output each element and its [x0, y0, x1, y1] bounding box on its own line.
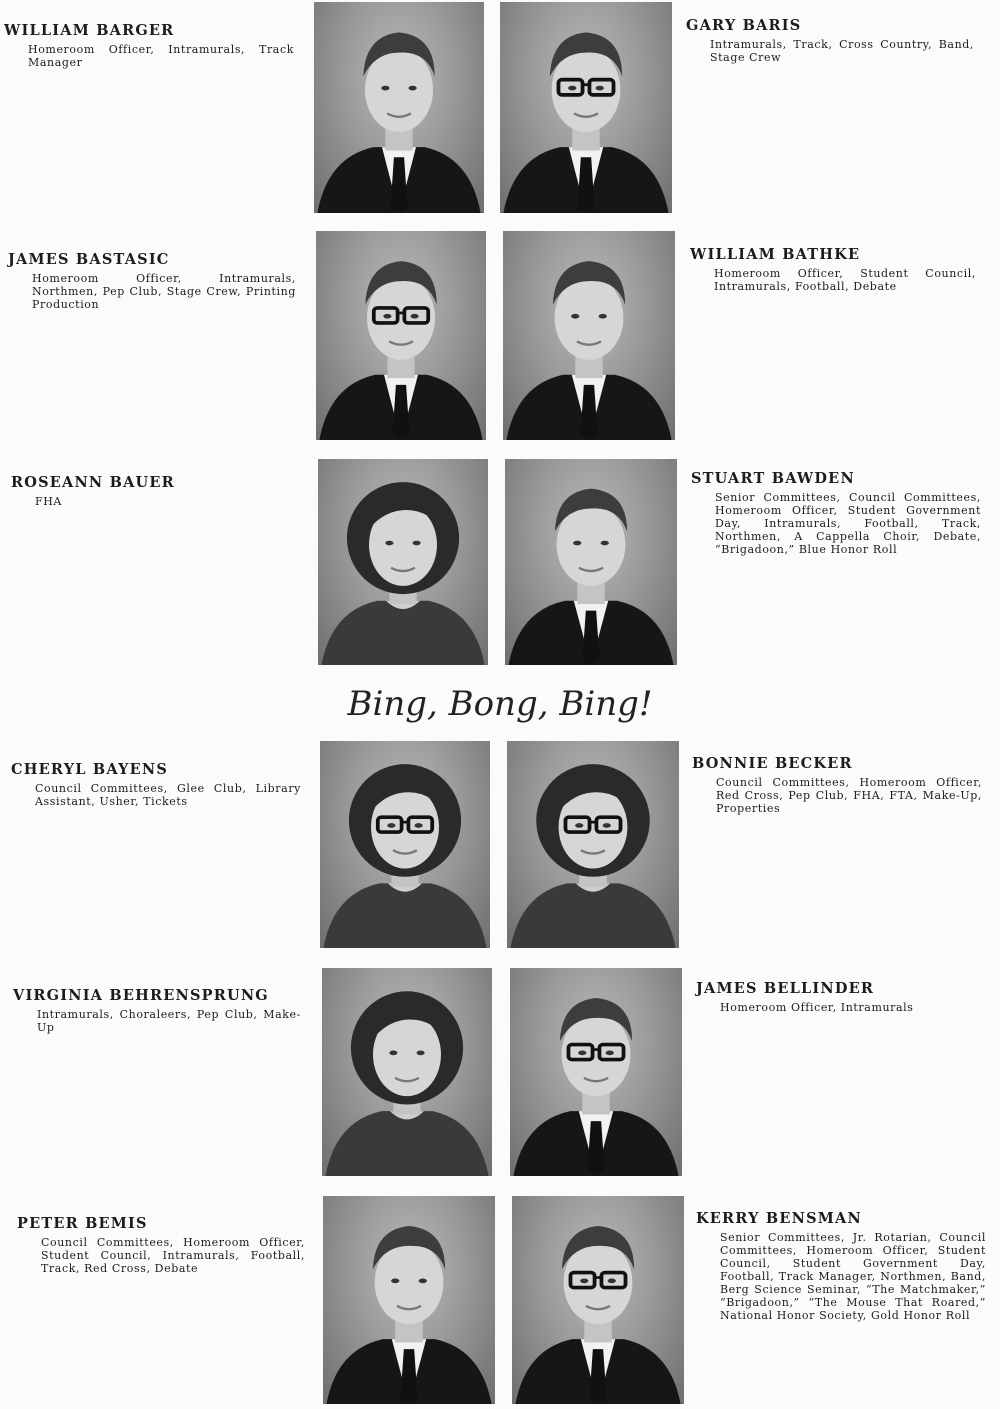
senior-entry-baris: [686, 17, 974, 64]
portrait-silhouette: [320, 741, 490, 948]
portrait-silhouette: [322, 968, 492, 1176]
portrait-photo-bauer: [318, 459, 488, 665]
portrait-silhouette: [318, 459, 488, 665]
senior-entry-bellinder: [696, 980, 986, 1014]
senior-activities: Intramurals, Track, Cross Country, Band, Stage Crew: [710, 38, 974, 64]
portrait-silhouette: [503, 231, 675, 440]
portrait-silhouette: [314, 2, 484, 213]
senior-activities: FHA: [35, 495, 62, 508]
portrait-photo-bellinder: [510, 968, 682, 1176]
senior-entry-bauer: [11, 474, 299, 508]
senior-name: WILLIAM BATHKE: [690, 246, 861, 263]
portrait-photo-barger: [314, 2, 484, 213]
portrait-silhouette: [500, 2, 672, 213]
portrait-photo-baris: [500, 2, 672, 213]
portrait-photo-bastasic: [316, 231, 486, 440]
senior-entry-bayens: [11, 761, 301, 808]
senior-activities: Intramurals, Choraleers, Pep Club, Make-Up: [37, 1008, 301, 1034]
senior-name: BONNIE BECKER: [692, 755, 853, 772]
senior-activities: Council Committees, Glee Club, Library Assistant, Usher, Tickets: [35, 782, 301, 808]
portrait-silhouette: [510, 968, 682, 1176]
senior-name: JAMES BELLINDER: [696, 980, 875, 997]
senior-name: GARY BARIS: [686, 17, 802, 34]
portrait-photo-bayens: [320, 741, 490, 948]
senior-entry-becker: [692, 755, 982, 815]
senior-entry-bastasic: [8, 251, 296, 311]
portrait-silhouette: [512, 1196, 684, 1404]
portrait-photo-becker: [507, 741, 679, 948]
senior-activities: Homeroom Officer, Intramurals, Track Manager: [28, 43, 294, 69]
senior-name: CHERYL BAYENS: [11, 761, 169, 778]
portrait-photo-behrensprung: [322, 968, 492, 1176]
senior-activities: Homeroom Officer, Intramurals: [720, 1001, 914, 1014]
senior-entry-bemis: [17, 1215, 305, 1275]
senior-activities: Homeroom Officer, Student Council, Intramurals, Football, Debate: [714, 267, 976, 293]
senior-activities: Homeroom Officer, Intramurals, Northmen, Pep Club, Stage Crew, Printing Production: [32, 272, 296, 311]
senior-activities: Council Committees, Homeroom Officer, Red Cross, Pep Club, FHA, FTA, Make-Up, Properties: [716, 776, 982, 815]
senior-name: WILLIAM BARGER: [4, 22, 175, 39]
portrait-photo-bathke: [503, 231, 675, 440]
senior-activities: Council Committees, Homeroom Officer, Student Council, Intramurals, Football, Track, Red Cross, Debate: [41, 1236, 305, 1275]
portrait-photo-bensman: [512, 1196, 684, 1404]
senior-entry-bathke: [690, 246, 976, 293]
page-headline: Bing, Bong, Bing!: [347, 684, 653, 724]
portrait-photo-bemis: [323, 1196, 495, 1404]
senior-name: STUART BAWDEN: [691, 470, 855, 487]
senior-name: PETER BEMIS: [17, 1215, 148, 1232]
senior-activities: Senior Committees, Council Committees, Homeroom Officer, Student Government Day, Intramurals, Football, Track, Northmen, A Cappella Choir, Debate, “Brigadoon,” Blue Honor Roll: [715, 491, 981, 556]
senior-name: KERRY BENSMAN: [696, 1210, 862, 1227]
senior-activities: Senior Committees, Jr. Rotarian, Council Committees, Homeroom Officer, Student Council, Student Government Day, Football, Track Manager, Northmen, Band, Berg Science Seminar, “The Matchmaker,” “Brigadoon,” “The Mouse That Roared,” National Honor Society, Gold Honor Roll: [720, 1231, 986, 1322]
portrait-silhouette: [323, 1196, 495, 1404]
senior-entry-barger: [4, 22, 294, 69]
senior-name: JAMES BASTASIC: [8, 251, 170, 268]
senior-name: VIRGINIA BEHRENSPRUNG: [13, 987, 269, 1004]
senior-entry-bawden: [691, 470, 981, 556]
portrait-silhouette: [316, 231, 486, 440]
senior-entry-bensman: [696, 1210, 986, 1322]
portrait-silhouette: [505, 459, 677, 665]
portrait-photo-bawden: [505, 459, 677, 665]
senior-entry-behrensprung: [13, 987, 301, 1034]
senior-name: ROSEANN BAUER: [11, 474, 175, 491]
portrait-silhouette: [507, 741, 679, 948]
